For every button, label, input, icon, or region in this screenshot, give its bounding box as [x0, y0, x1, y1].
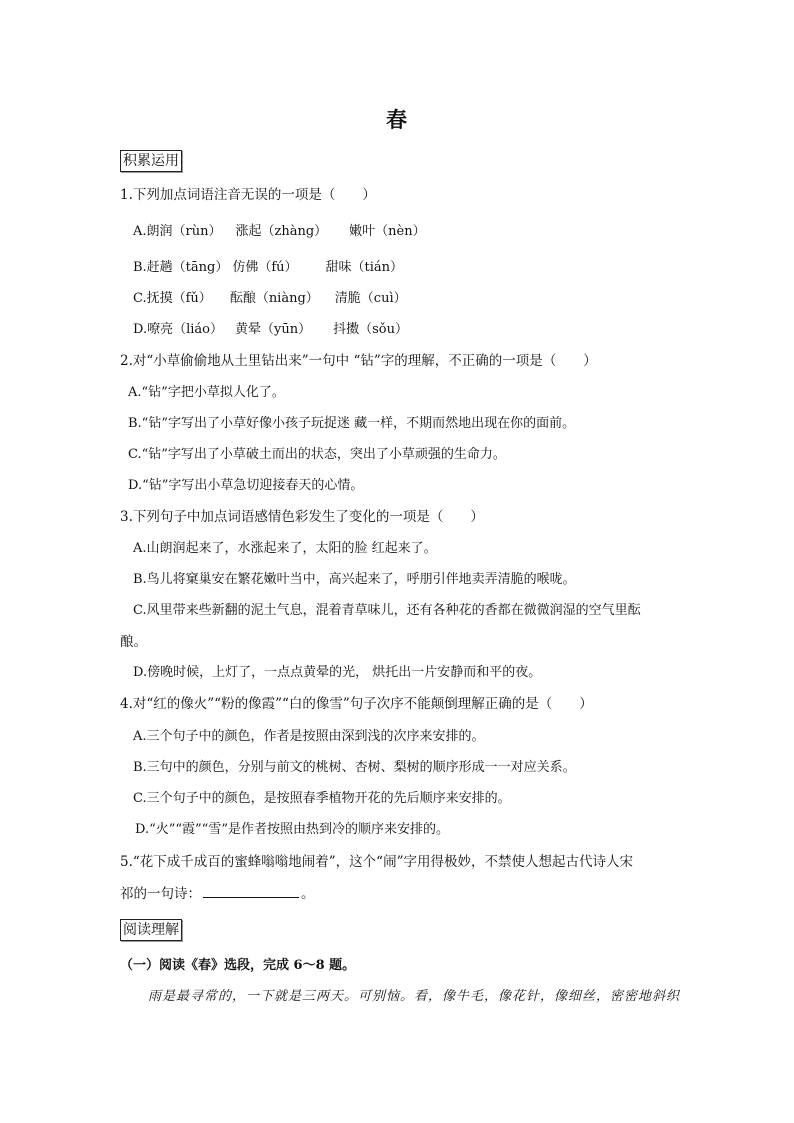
- option-part: A.朗润（rùn）: [133, 224, 222, 239]
- option-part: 酝酿（niàng）: [229, 291, 319, 306]
- question-2-option-a: A.“钻”字把小草拟人化了。: [128, 385, 285, 400]
- question-1-option-a: [133, 223, 426, 241]
- option-part: 甜味（tián）: [325, 260, 404, 275]
- question-2-option-c: C.“钻”字写出了小草破土而出的状态，突出了小草顽强的生命力。: [128, 447, 506, 462]
- question-2-option-d: D.“钻”字写出小草急切迎接春天的心情。: [128, 478, 364, 493]
- reading-intro: （一）阅读《春》选段，完成 6～8 题。: [120, 958, 356, 973]
- option-part: 涨起（zhàng）: [235, 224, 328, 239]
- question-1-stem: 1.下列加点词语注音无误的一项是（ ）: [120, 187, 376, 203]
- option-part: D.嘹亮（liáo）: [133, 322, 223, 337]
- question-1-option-d: [133, 321, 408, 339]
- option-part: C.抚摸（fǔ）: [133, 291, 212, 306]
- reading-passage: 雨是最寻常的，一下就是三两天。可别恼。看，像牛毛，像花针，像细丝，密密地斜织: [148, 989, 681, 1004]
- page-title: 春: [386, 107, 408, 132]
- question-3-option-b: B.鸟儿将窠巢安在繁花嫩叶当中，高兴起来了，呼朋引伴地卖弄清脆的喉咙。: [133, 572, 576, 587]
- option-part: B.赶趟（tāng）: [133, 260, 229, 275]
- question-3-option-d: D.傍晚时候，上灯了，一点点黄晕的光， 烘托出一片安静而和平的夜。: [133, 665, 542, 680]
- question-5-prefix: 祁的一句诗：: [120, 886, 201, 902]
- option-part: 嫩叶（nèn）: [349, 224, 426, 239]
- question-1-option-b: [133, 259, 403, 277]
- question-5-line1: 5.“花下成千成百的蜜蜂嗡嗡地闹着”，这个“闹”字用得极妙，不禁使人想起古代诗人宋: [120, 854, 633, 870]
- option-part: 黄晕（yūn）: [235, 322, 312, 337]
- question-2-option-b: B.“钻”字写出了小草好像小孩子玩捉迷 藏一样，不期而然地出现在你的面前。: [128, 416, 576, 431]
- option-part: 仿佛（fú）: [232, 260, 298, 275]
- question-2-stem: 2.对“小草偷偷地从土里钻出来”一句中 “钻”字的理解，不正确的一项是（ ）: [120, 353, 597, 369]
- section-heading-reading: 阅读理解: [120, 919, 182, 941]
- question-4-option-b: B.三句中的颜色，分别与前文的桃树、杏树、梨树的顺序形成一一对应关系。: [133, 760, 576, 775]
- question-4-option-d: D.“火”“霞”“雪”是作者按照由热到冷的顺序来安排的。: [135, 822, 449, 837]
- question-3-option-c-line1: C.风里带来些新翻的泥土气息，混着青草味儿，还有各种花的香都在微微润湿的空气里酝: [133, 603, 641, 618]
- question-3-option-c-line2: 酿。: [120, 634, 147, 650]
- question-3-option-a: A.山朗润起来了，水涨起来了，太阳的脸 红起来了。: [133, 541, 437, 556]
- question-4-option-a: A.三个句子中的颜色，作者是按照由深到浅的次序来安排的。: [133, 729, 485, 744]
- question-1-option-c: [133, 290, 407, 308]
- question-5-suffix: 。: [301, 886, 315, 902]
- question-4-option-c: C.三个句子中的颜色，是按照春季植物开花的先后顺序来安排的。: [133, 791, 511, 806]
- section-heading-accumulation: 积累运用: [120, 150, 182, 172]
- answer-blank[interactable]: [203, 884, 299, 898]
- question-3-stem: 3.下列句子中加点词语感情色彩发生了变化的一项是（ ）: [120, 509, 484, 525]
- question-5-line2: [120, 884, 315, 903]
- option-part: 抖擞（sǒu）: [333, 322, 408, 337]
- question-4-stem: 4.对“红的像火”“粉的像霞”“白的像雪”句子次序不能颠倒理解正确的是（ ）: [120, 696, 593, 712]
- option-part: 清脆（cuì）: [334, 291, 407, 306]
